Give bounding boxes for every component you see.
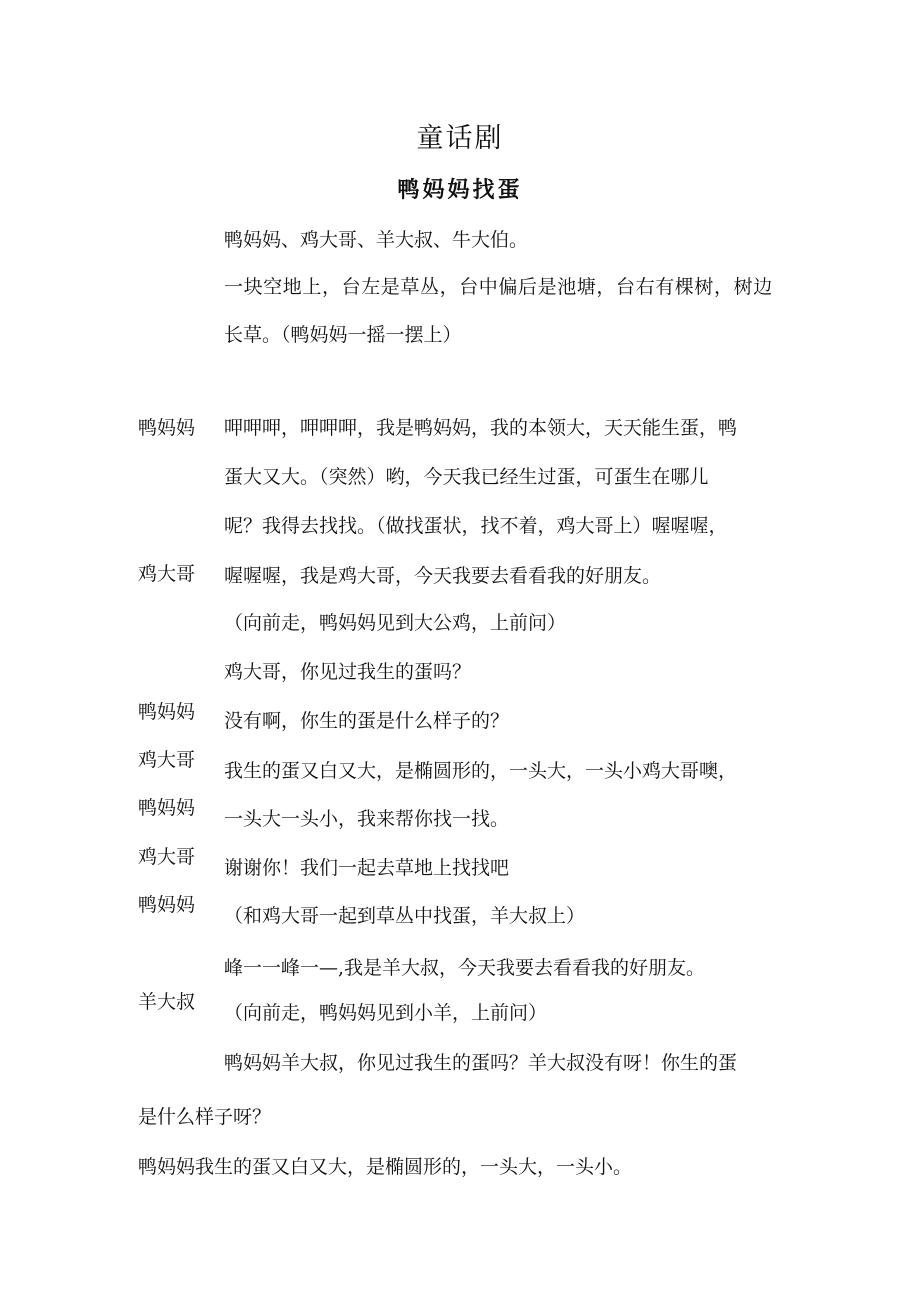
doc-subtitle: 鸭妈妈找蛋 <box>397 177 523 203</box>
dialogue-line: 我生的蛋又白又大，是椭圆形的，一头大，一头小鸡大哥噢， <box>224 760 738 782</box>
dialogue-line: 是什么样子呀？ <box>138 1106 272 1128</box>
intro-characters: 鸭妈妈、鸡大哥、羊大叔、牛大伯。 <box>224 229 529 251</box>
doc-title: 童话剧 <box>416 123 504 154</box>
stage-direction: （向前走，鸭妈妈见到大公鸡，上前问） <box>224 612 567 634</box>
dialogue-line: 鸭妈妈我生的蛋又白又大，是椭圆形的，一头大，一头小。 <box>138 1156 633 1178</box>
intro-setting-cont: 长草。（鸭妈妈一摇一摆上） <box>224 324 462 346</box>
dialogue-line: 谢谢你！我们一起去草地上找找吧 <box>224 857 510 879</box>
speaker-label: 鸭妈妈 <box>138 417 196 439</box>
dialogue-line: 呢？我得去找找。（做找蛋状，找不着，鸡大哥上）喔喔喔， <box>224 515 728 537</box>
dialogue-line: 鸡大哥，你见过我生的蛋吗？ <box>224 661 472 683</box>
dialogue-line: 蛋大又大。（突然）哟，今天我已经生过蛋，可蛋生在哪儿 <box>224 466 709 488</box>
speaker-label: 鸡大哥 <box>138 749 196 771</box>
dialogue-line: 喔喔喔，我是鸡大哥，今天我要去看看我的好朋友。 <box>224 565 662 587</box>
speaker-label: 鸡大哥 <box>138 846 196 868</box>
speaker-label: 鸡大哥 <box>138 563 196 585</box>
intro-setting: 一块空地上，台左是草丛，台中偏后是池塘，台右有棵树，树边 <box>224 276 773 298</box>
dialogue-line: 没有啊，你生的蛋是什么样子的？ <box>224 710 510 732</box>
stage-direction: （向前走，鸭妈妈见到小羊，上前问） <box>224 1002 548 1024</box>
dialogue-line: 一头大一头小，我来帮你找一找。 <box>224 808 510 830</box>
dialogue-line: 峰一一峰一—,我是羊大叔，今天我要去看看我的好朋友。 <box>224 957 706 979</box>
speaker-label: 鸭妈妈 <box>138 797 196 819</box>
stage-direction: （和鸡大哥一起到草丛中找蛋，羊大叔上） <box>224 905 586 927</box>
speaker-label: 鸭妈妈 <box>138 894 196 916</box>
dialogue-line: 鸭妈妈羊大叔，你见过我生的蛋吗？羊大叔没有呀！你生的蛋 <box>224 1052 738 1074</box>
speaker-label: 鸭妈妈 <box>138 701 196 723</box>
dialogue-line: 呷呷呷，呷呷呷，我是鸭妈妈，我的本领大，天天能生蛋，鸭 <box>224 417 738 439</box>
speaker-label: 羊大叔 <box>138 991 196 1013</box>
